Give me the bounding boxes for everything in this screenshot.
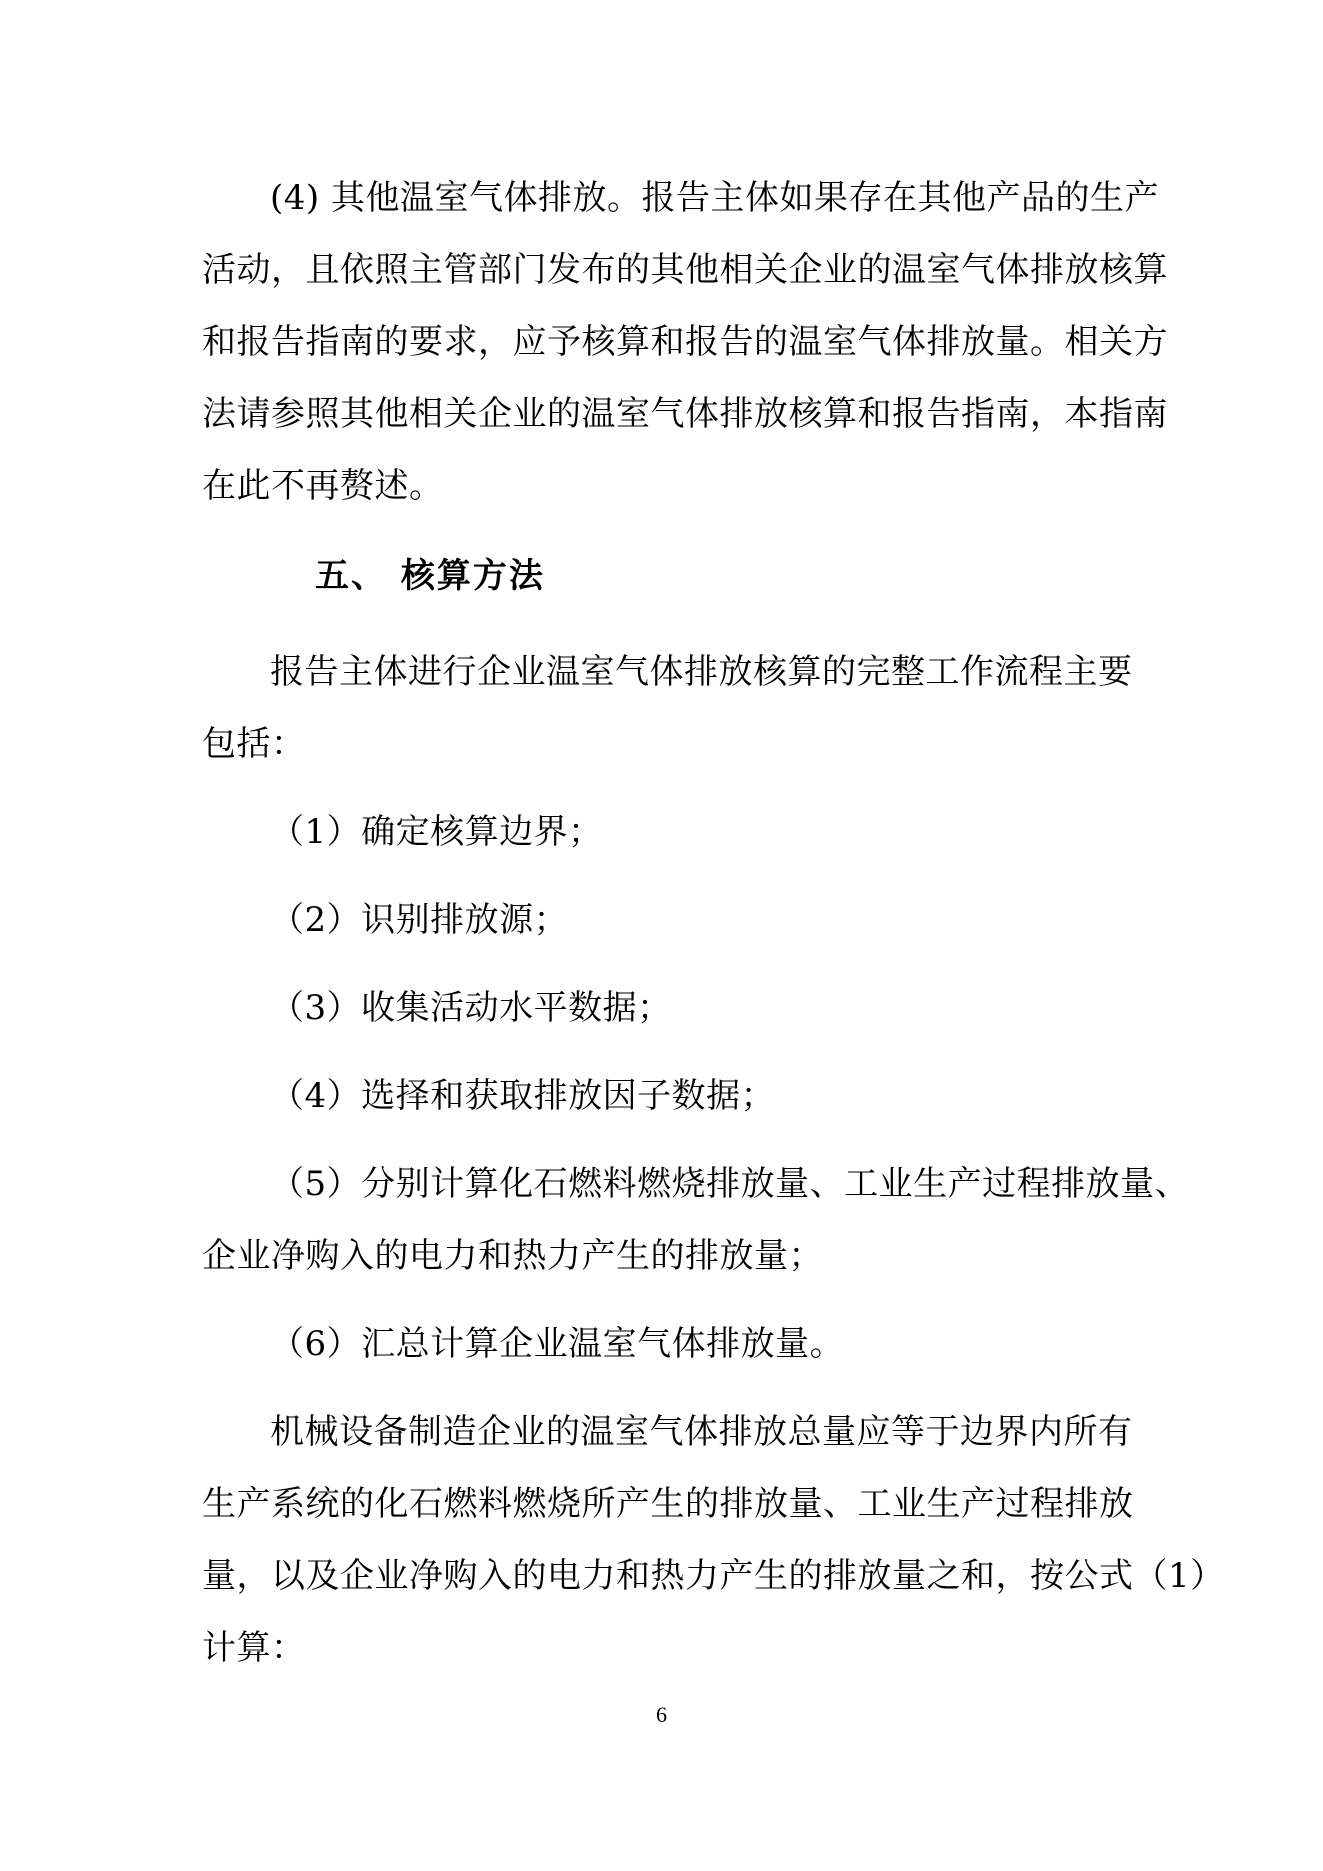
- closing-line-4: 计算：: [202, 1628, 306, 1668]
- paragraph-4-line-3: 和报告指南的要求，应予核算和报告的温室气体排放量。相关方: [202, 322, 1168, 362]
- step-5: （5）分别计算化石燃料燃烧排放量、工业生产过程排放量、: [270, 1164, 1190, 1204]
- closing-line-1: 机械设备制造企业的温室气体排放总量应等于边界内所有: [270, 1412, 1133, 1452]
- closing-line-2: 生产系统的化石燃料燃烧所产生的排放量、工业生产过程排放: [202, 1484, 1134, 1524]
- section-heading: 五、 核算方法: [315, 556, 545, 596]
- intro-line-2: 包括：: [202, 724, 306, 764]
- paragraph-4-line-4: 法请参照其他相关企业的温室气体排放核算和报告指南，本指南: [202, 394, 1168, 434]
- step-1: （1）确定核算边界；: [270, 812, 603, 852]
- page-number: 6: [656, 1702, 667, 1727]
- step-5-continuation: 企业净购入的电力和热力产生的排放量；: [202, 1236, 823, 1276]
- paragraph-4-line-1: (4) 其他温室气体排放。报告主体如果存在其他产品的生产: [270, 178, 1159, 218]
- paragraph-4-line-5: 在此不再赘述。: [202, 466, 444, 506]
- step-6: （6）汇总计算企业温室气体排放量。: [270, 1324, 845, 1364]
- step-3: （3）收集活动水平数据；: [270, 988, 672, 1028]
- step-2: （2）识别排放源；: [270, 900, 569, 940]
- closing-line-3: 量，以及企业净购入的电力和热力产生的排放量之和，按公式（1）: [202, 1556, 1225, 1596]
- step-4: （4）选择和获取排放因子数据；: [270, 1076, 776, 1116]
- paragraph-4-line-2: 活动，且依照主管部门发布的其他相关企业的温室气体排放核算: [202, 250, 1168, 290]
- intro-line-1: 报告主体进行企业温室气体排放核算的完整工作流程主要: [270, 652, 1133, 692]
